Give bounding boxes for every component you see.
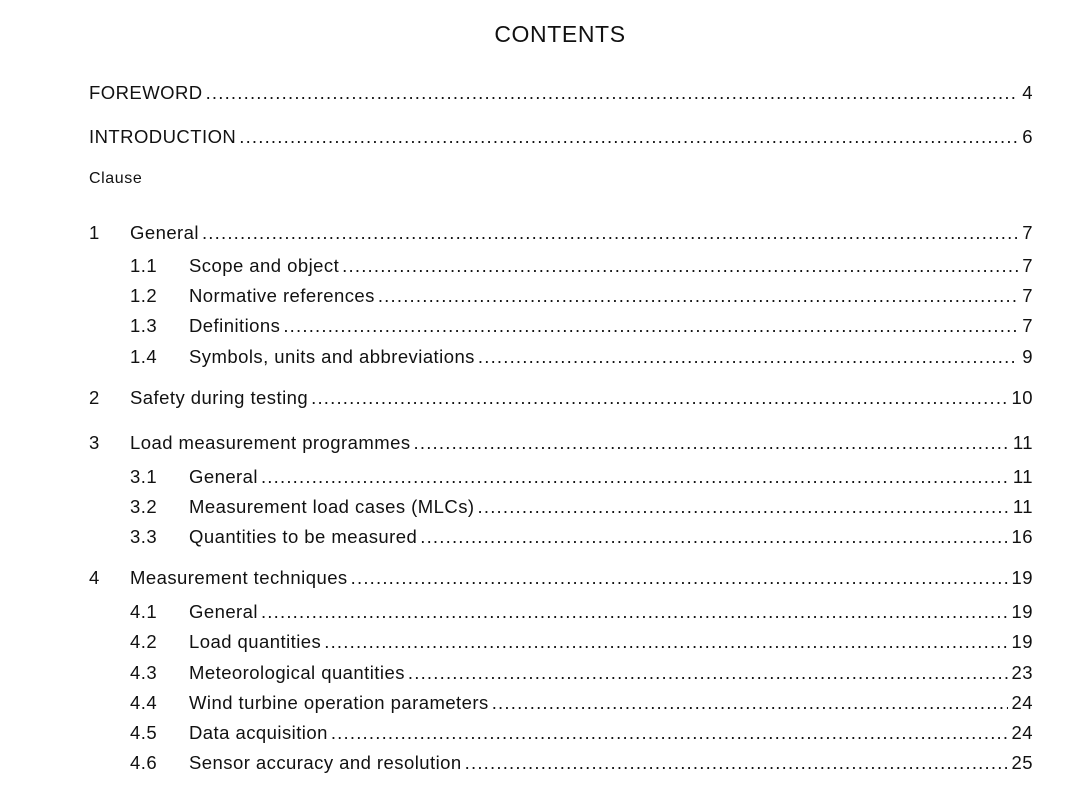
toc-entry-page: 10 [1011, 387, 1033, 408]
dot-leader [331, 722, 1008, 744]
toc-entry-number: 4 [89, 567, 100, 588]
toc-entry-number: 1.2 [130, 285, 158, 306]
toc-entry-page: 11 [1012, 432, 1033, 453]
toc-entry-3-3[interactable] [130, 526, 1033, 548]
toc-entry-title: General [189, 466, 258, 487]
toc-entry-number: 4.3 [130, 662, 158, 683]
toc-entry-number: 3.3 [130, 526, 158, 547]
toc-entry-number: 4.6 [130, 752, 158, 773]
toc-entry-3-2[interactable] [130, 496, 1033, 518]
toc-entry-title: Load quantities [189, 631, 322, 652]
dot-leader [492, 692, 1008, 714]
toc-entry-section-3[interactable] [89, 432, 1033, 454]
toc-entry-title: Measurement techniques [130, 567, 348, 588]
toc-entry-title: Sensor accuracy and resolution [189, 752, 462, 773]
toc-entry-1-1[interactable] [130, 255, 1033, 277]
toc-entry-number: 3.1 [130, 466, 158, 487]
dot-leader [351, 567, 1008, 589]
toc-entry-page: 11 [1012, 496, 1033, 517]
toc-entry-title: General [189, 601, 258, 622]
toc-entry-page: 25 [1011, 752, 1033, 773]
toc-entry-4-2[interactable] [130, 631, 1033, 653]
toc-entry-page: 19 [1011, 631, 1033, 652]
toc-entry-title: General [130, 222, 199, 243]
toc-entry-number: 4.2 [130, 631, 158, 652]
toc-entry-4-3[interactable] [130, 662, 1033, 684]
toc-entry-number: 4.5 [130, 722, 158, 743]
toc-entry-4-1[interactable] [130, 601, 1033, 623]
page-title: CONTENTS [494, 21, 626, 47]
toc-entry-1-3[interactable] [130, 315, 1033, 337]
toc-entry-section-1[interactable] [89, 222, 1033, 244]
toc-entry-number: 1.3 [130, 315, 158, 336]
dot-leader [324, 631, 1007, 653]
toc-entry-page: 11 [1012, 466, 1033, 487]
dot-leader [478, 346, 1018, 368]
toc-entry-page: 24 [1011, 722, 1033, 743]
toc-entry-title: Wind turbine operation parameters [189, 692, 489, 713]
toc-entry-page: 16 [1011, 526, 1033, 547]
dot-leader [342, 255, 1018, 277]
dot-leader [283, 315, 1018, 337]
toc-entry-title: Quantities to be measured [189, 526, 418, 547]
toc-entry-number: 1.1 [130, 255, 158, 276]
dot-leader [478, 496, 1009, 518]
toc-entry-page: 9 [1022, 346, 1033, 367]
toc-entry-title: FOREWORD [89, 82, 203, 103]
dot-leader [414, 432, 1009, 454]
dot-leader [261, 466, 1009, 488]
toc-entry-page: 7 [1022, 255, 1033, 276]
toc-entry-page: 7 [1022, 222, 1033, 243]
toc-entry-page: 7 [1022, 285, 1033, 306]
toc-entry-introduction[interactable] [89, 126, 1033, 148]
toc-entry-title: Measurement load cases (MLCs) [189, 496, 475, 517]
toc-entry-page: 4 [1022, 82, 1033, 103]
dot-leader [465, 752, 1008, 774]
toc-entry-4-6[interactable] [130, 752, 1033, 774]
dot-leader [378, 285, 1018, 307]
toc-entry-title: INTRODUCTION [89, 126, 237, 147]
toc-entry-title: Scope and object [189, 255, 340, 276]
toc-entry-title: Data acquisition [189, 722, 328, 743]
toc-entry-title: Symbols, units and abbreviations [189, 346, 475, 367]
toc-entry-page: 19 [1011, 567, 1033, 588]
toc-entry-page: 7 [1022, 315, 1033, 336]
toc-entry-3-1[interactable] [130, 466, 1033, 488]
toc-entry-number: 3 [89, 432, 100, 453]
toc-entry-1-2[interactable] [130, 285, 1033, 307]
toc-entry-page: 6 [1022, 126, 1033, 147]
dot-leader [239, 126, 1018, 148]
dot-leader [206, 82, 1019, 104]
toc-entry-title: Load measurement programmes [130, 432, 411, 453]
toc-entry-page: 19 [1011, 601, 1033, 622]
toc-entry-page: 24 [1011, 692, 1033, 713]
toc-entry-section-4[interactable] [89, 567, 1033, 589]
toc-entry-number: 4.1 [130, 601, 158, 622]
toc-entry-title: Safety during testing [130, 387, 309, 408]
toc-entry-title: Normative references [189, 285, 375, 306]
toc-entry-title: Meteorological quantities [189, 662, 405, 683]
dot-leader [420, 526, 1007, 548]
toc-entry-4-5[interactable] [130, 722, 1033, 744]
toc-entry-number: 3.2 [130, 496, 158, 517]
toc-entry-4-4[interactable] [130, 692, 1033, 714]
dot-leader [202, 222, 1018, 244]
toc-entry-number: 2 [89, 387, 100, 408]
dot-leader [311, 387, 1007, 409]
dot-leader [408, 662, 1008, 684]
toc-entry-number: 4.4 [130, 692, 158, 713]
toc-entry-title: Definitions [189, 315, 281, 336]
toc-entry-section-2[interactable] [89, 387, 1033, 409]
toc-entry-foreword[interactable] [89, 82, 1033, 104]
toc-entry-number: 1.4 [130, 346, 158, 367]
dot-leader [261, 601, 1008, 623]
toc-entry-number: 1 [89, 222, 100, 243]
toc-entry-1-4[interactable] [130, 346, 1033, 368]
toc-entry-page: 23 [1011, 662, 1033, 683]
clause-label: Clause [89, 170, 143, 187]
